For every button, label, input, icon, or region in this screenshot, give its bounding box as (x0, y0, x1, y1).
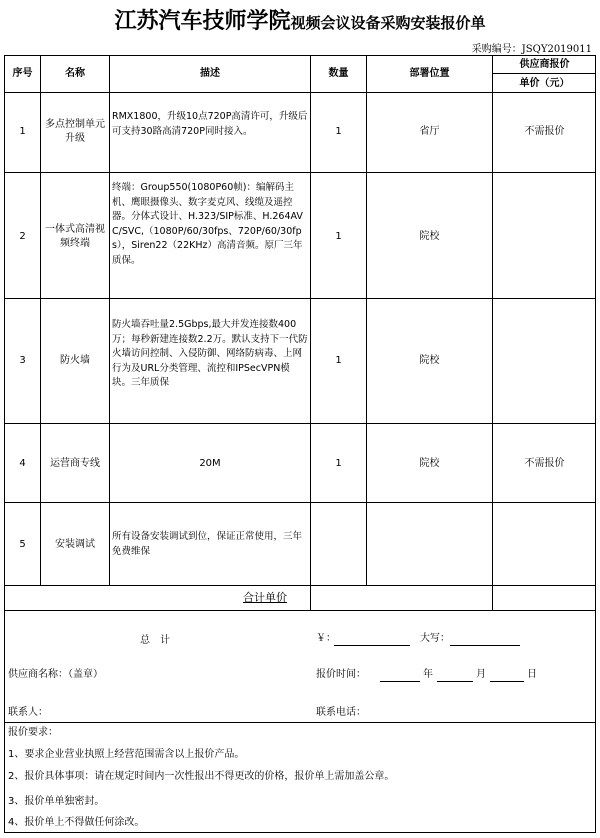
cell-qty: 1 (335, 355, 342, 366)
cell-desc: 防火墙吞吐量2.5Gbps,最大并发连接数400万；每秒新建连接数2.2万。默认支持下一代防火墙访问控制、入侵防御、网络防病毒、上网行为及URL分类管理、流控和IPSecVPN模块。三年质保 (112, 319, 308, 389)
header-location: 部署位置 (409, 68, 450, 79)
quote-year-blank[interactable] (380, 681, 420, 682)
quote-day-blank[interactable] (490, 681, 524, 682)
cell-name: 运营商专线 (50, 458, 100, 469)
cell-qty: 1 (335, 126, 342, 137)
cell-seq: 1 (19, 126, 26, 137)
total-capital-label: 大写： (420, 633, 450, 644)
requirement-item: 4、报价单上不得做任何涂改。 (8, 817, 145, 828)
quote-month-blank[interactable] (437, 681, 473, 682)
supplier-name-label: 供应商名称：（盖章） (8, 669, 103, 680)
cell-name: 多点控制单元升级 (45, 119, 105, 144)
header-qty: 数量 (328, 68, 349, 79)
cell-name: 安装调试 (55, 539, 95, 550)
total-yen-label: ￥： (316, 633, 336, 644)
cell-price[interactable]: 不需报价 (524, 126, 565, 137)
cell-desc: 终端：Group550(1080P60帧)：编解码主机、鹰眼摄像头、数字麦克风、线缆及遥控器。分体式设计、H.323/SIP标准、H.264AVC/SVC,（1080P/60/30fps、720P/60/30fps），Siren22（22KHz）高清音频。原厂三年质保。 (112, 182, 303, 266)
total-amount-blank[interactable] (334, 645, 410, 646)
cell-seq: 2 (19, 231, 26, 242)
cell-desc: RMX1800，升级10点720P高清许可，升级后可支持30路高清720P同时接入。 (112, 111, 308, 137)
phone-label: 联系电话： (316, 707, 366, 718)
header-supplier-price: 供应商报价 (519, 59, 570, 70)
document-title (0, 4, 600, 35)
requirement-item: 1、要求企业营业执照上经营范围需含以上报价产品。 (8, 749, 245, 760)
header-desc: 描述 (200, 68, 220, 79)
cell-name: 一体式高清视频终端 (45, 224, 105, 249)
cell-qty: 1 (335, 231, 342, 242)
cell-price[interactable]: 不需报价 (524, 458, 565, 469)
total-label: 总 计 (140, 635, 170, 646)
cell-location: 院校 (419, 355, 440, 366)
school-name: 江苏汽车技师学院 (114, 8, 291, 34)
cell-qty: 1 (335, 458, 342, 469)
requirements-title: 报价要求： (8, 727, 58, 738)
subtotal-label: 合计单价 (243, 591, 287, 604)
requirement-item: 3、报价单单独密封。 (8, 796, 105, 807)
requirement-item: 2、报价具体事项：请在规定时间内一次性报出不得更改的价格，报价单上需加盖公章。 (8, 771, 395, 782)
header-unit-price: 单价（元） (519, 78, 570, 89)
cell-location: 省厅 (419, 126, 440, 137)
cell-seq: 4 (19, 458, 26, 469)
header-seq: 序号 (12, 68, 33, 79)
quote-year-label: 年 (423, 669, 433, 680)
quote-month-label: 月 (476, 669, 486, 680)
quote-day-label: 日 (527, 669, 537, 680)
cell-seq: 5 (19, 539, 26, 550)
quote-time-label: 报价时间： (316, 669, 366, 680)
cell-desc: 所有设备安装调试到位，保证正常使用，三年免费维保 (112, 531, 303, 557)
cell-desc: 20M (199, 458, 221, 469)
cell-location: 院校 (419, 231, 440, 242)
document-subtitle: 视频会议设备采购安装报价单 (290, 14, 486, 32)
header-name: 名称 (65, 68, 85, 79)
procurement-code: 采购编号：JSQY2019011 (471, 44, 592, 55)
cell-name: 防火墙 (60, 355, 90, 366)
cell-seq: 3 (19, 355, 26, 366)
total-capital-blank[interactable] (450, 645, 520, 646)
contact-label: 联系人： (8, 707, 48, 718)
cell-location: 院校 (419, 458, 440, 469)
